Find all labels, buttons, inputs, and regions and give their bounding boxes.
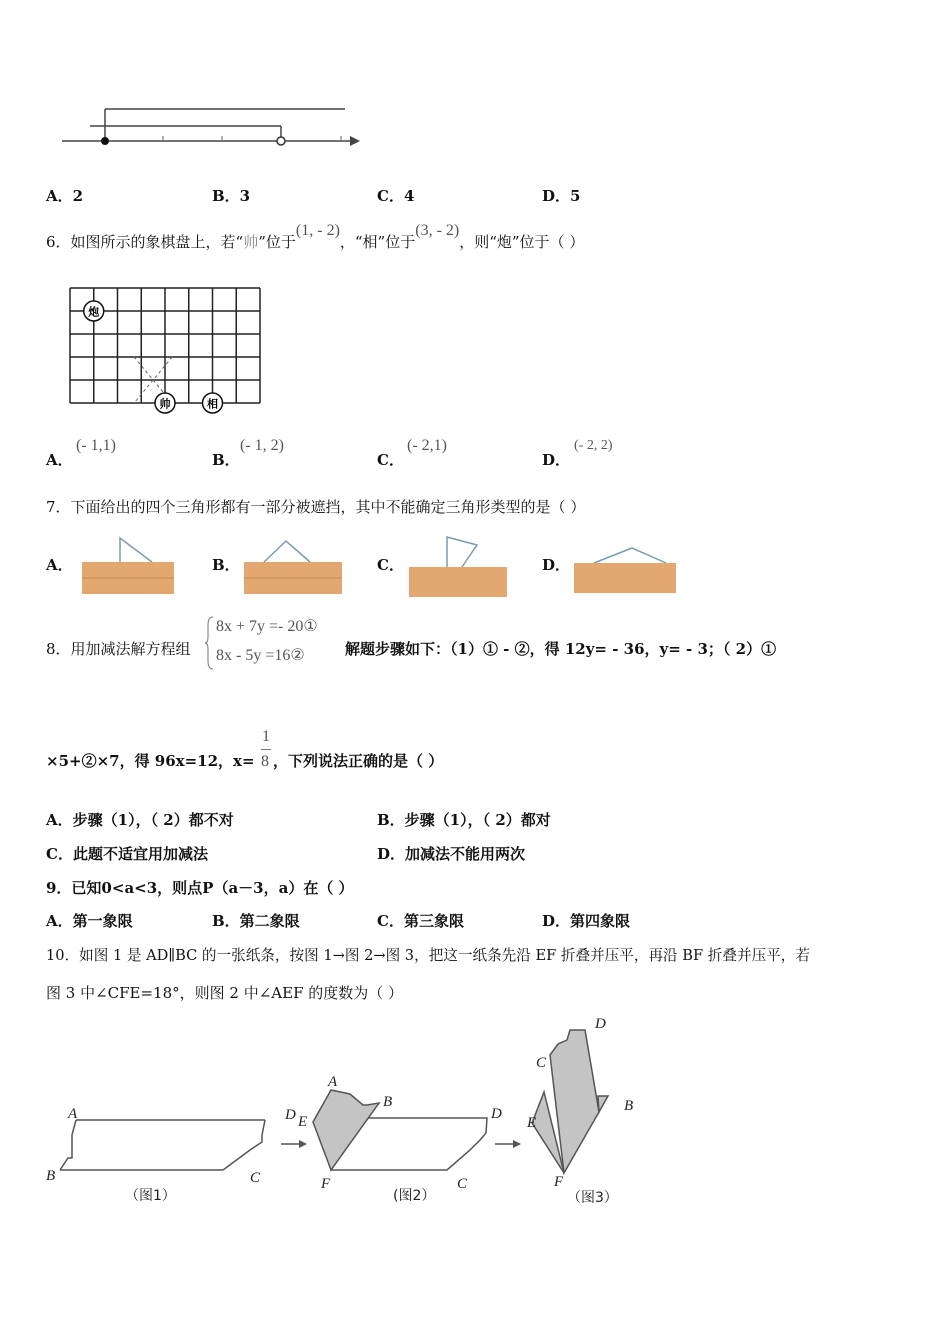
chess-piece-label-shuai: 帅: [159, 397, 171, 411]
fig3-label-d: D: [595, 1016, 606, 1032]
number-line-figure: [55, 100, 375, 155]
q6-stem-prefix: 6．如图所示的象棋盘上，若“: [46, 233, 244, 251]
fraction-bar: [261, 749, 271, 750]
q8-stem-prefix: 8．用加减法解方程组: [46, 640, 191, 658]
q8-option-c[interactable]: C．此题不适宜用加减法: [46, 845, 208, 863]
q8-option-a[interactable]: A．步骤（1），（ 2）都不对: [46, 811, 234, 829]
q7-option-d[interactable]: D．: [542, 556, 571, 574]
folding-figures: [40, 1010, 680, 1210]
q6-stem-suffix: ，则“炮”位于（ ）: [459, 233, 585, 251]
q5-option-a[interactable]: A．2: [46, 187, 84, 205]
q9-option-b[interactable]: B．第二象限: [212, 912, 300, 930]
q8-equation-1: 8x + 7y =- 20①: [216, 618, 318, 635]
q8-frac-den: 8: [261, 753, 269, 770]
option-value: (- 2,1): [407, 437, 447, 454]
chess-piece-label-pao: 炮: [88, 305, 100, 319]
fig3-label-b: B: [624, 1098, 634, 1114]
q5-option-c[interactable]: C．4: [377, 187, 415, 205]
chess-board-figure: [60, 280, 275, 420]
option-letter: B．: [212, 451, 240, 469]
q6-stem-mid1: ”位于: [258, 233, 296, 251]
fig3-label-c: C: [536, 1055, 547, 1071]
fig2-label-a: A: [328, 1074, 338, 1090]
figure-1: [60, 1120, 265, 1170]
fig2-label-c: C: [457, 1176, 468, 1192]
q9-option-d[interactable]: D．第四象限: [542, 912, 631, 930]
triangle-figure-a: [78, 532, 178, 597]
q6-option-b[interactable]: [212, 437, 284, 470]
fig2-caption: (图2）: [393, 1188, 436, 1204]
q5-option-b[interactable]: B．3: [212, 187, 251, 205]
option-letter: D．: [542, 451, 571, 469]
q5-option-d[interactable]: D．5: [542, 187, 581, 205]
figure-2-wrapper: [281, 1074, 521, 1204]
option-letter: C．: [377, 451, 404, 469]
fig3-label-e: E: [527, 1115, 537, 1131]
q7-option-b[interactable]: B．: [212, 556, 240, 574]
q9-stem: 9．已知0<a<3，则点P（a－3，a）在（ ）: [46, 879, 354, 897]
q6-stem: [46, 222, 585, 253]
option-value: (- 1,1): [76, 437, 116, 454]
q9-option-c[interactable]: C．第三象限: [377, 912, 464, 930]
q8-equation-2: 8x - 5y =16②: [216, 647, 305, 664]
fig3-label-f: F: [554, 1174, 564, 1190]
q10-stem-line2: 图 3 中∠CFE=18°，则图 2 中∠AEF 的度数为（ ）: [46, 984, 404, 1002]
fig2-label-b: B: [383, 1094, 393, 1110]
fig1-label-c: C: [250, 1170, 261, 1186]
q6-option-c[interactable]: [377, 437, 447, 470]
q6-shuai: 帅: [243, 233, 259, 251]
brace-icon: [205, 615, 215, 671]
fig1-label-a: A: [68, 1106, 78, 1122]
q10-stem-line1: 10．如图 1 是 AD∥BC 的一张纸条，按图 1→图 2→图 3，把这一纸条先沿 EF 折叠并压平，再沿 BF 折叠并压平，若: [46, 947, 810, 964]
q7-option-c[interactable]: C．: [377, 556, 404, 574]
q8-line2-prefix: ×5+②×7，得 96x=12，x=: [46, 752, 255, 770]
arrow-icon: [281, 1140, 307, 1148]
option-letter: A．: [46, 451, 73, 469]
q7-stem: 7．下面给出的四个三角形都有一部分被遮挡，其中不能确定三角形类型的是（ ）: [46, 498, 586, 516]
q8-option-b[interactable]: B．步骤（1），（ 2）都对: [377, 811, 551, 829]
figure-3-wrapper: [526, 1016, 633, 1206]
fig2-label-f: F: [321, 1176, 331, 1192]
q7-option-a[interactable]: A．: [46, 556, 73, 574]
fig2-label-d: D: [491, 1106, 502, 1122]
q9-option-a[interactable]: A．第一象限: [46, 912, 133, 930]
option-value: (- 2, 2): [574, 438, 613, 453]
triangle-figure-c: [405, 525, 515, 600]
q8-option-d[interactable]: D．加减法不能用两次: [377, 845, 526, 863]
chess-piece-label-xiang: 相: [207, 397, 218, 411]
q8-frac-num: 1: [262, 728, 270, 745]
figure-2: [313, 1090, 487, 1170]
fig1-caption: （图1）: [125, 1188, 176, 1204]
q8-stem-suffix: 解题步骤如下：（1）① - ②，得 12y= - 36，y= - 3；（ 2）①: [345, 640, 777, 658]
option-value: (- 1, 2): [240, 437, 284, 454]
q8-line2-suffix: ，下列说法正确的是（ ）: [273, 752, 444, 770]
q6-coord-shuai: (1, - 2): [295, 222, 340, 239]
fig3-caption: （图3）: [567, 1190, 618, 1206]
q6-coord-xiang: (3, - 2): [415, 222, 460, 239]
figure-3: [532, 1030, 608, 1173]
triangle-figure-b: [240, 532, 350, 597]
fig1-label-b: B: [46, 1168, 56, 1184]
triangle-figure-d: [570, 535, 680, 597]
fig2-label-e: E: [298, 1114, 308, 1130]
q6-stem-mid2: ，“相”位于: [339, 233, 416, 251]
fig1-label-d: D: [285, 1107, 296, 1123]
q6-option-d[interactable]: [542, 438, 613, 470]
arrow-icon: [495, 1140, 521, 1148]
q6-option-a[interactable]: [46, 437, 116, 470]
